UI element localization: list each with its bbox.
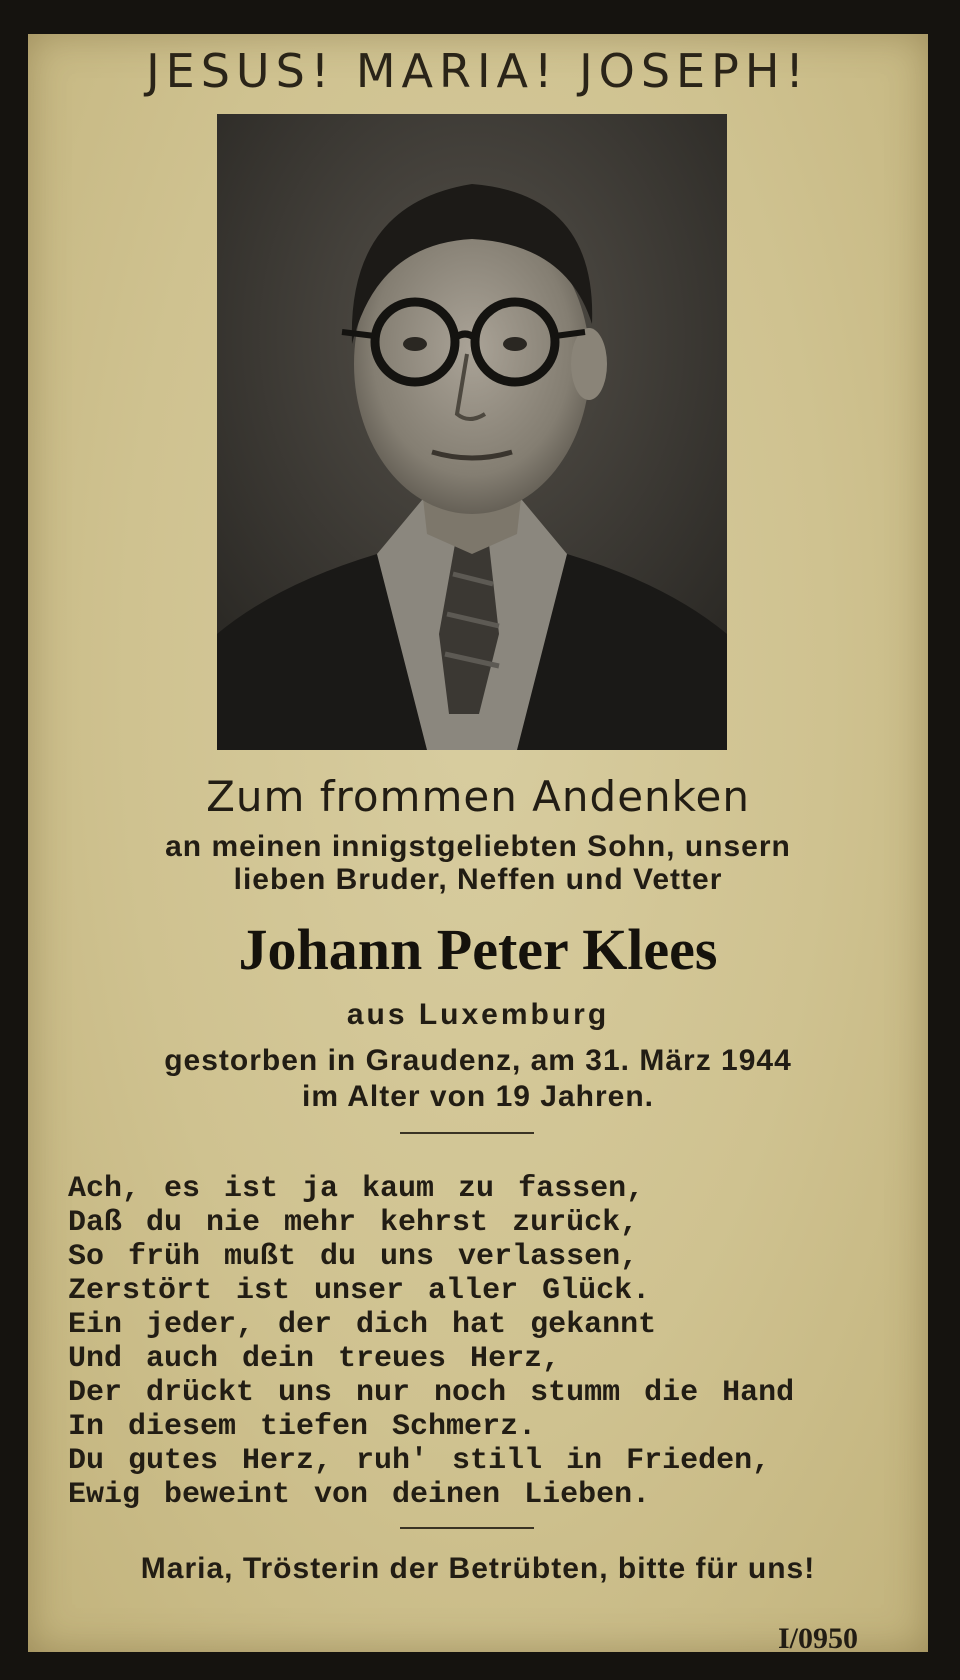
prayer-line: Maria, Trösterin der Betrübten, bitte für uns! [140, 1552, 816, 1585]
poem-line: Der drückt uns nur noch stumm die Hand [68, 1376, 795, 1410]
age-line: im Alter von 19 Jahren. [301, 1080, 654, 1113]
portrait-photo [217, 114, 727, 750]
poem-line: So früh mußt du uns verlassen, [68, 1240, 639, 1274]
death-line: gestorben in Graudenz, am 31. März 1944 [164, 1044, 792, 1077]
poem-line: Ein jeder, der dich hat gekannt [68, 1308, 657, 1342]
poem-line: In diesem tiefen Schmerz. [68, 1410, 537, 1444]
memorial-heading: Zum frommen Andenken [206, 772, 750, 821]
memorial-poem [68, 1172, 908, 1512]
poem-line: Ewig beweint von deinen Lieben. [68, 1478, 651, 1512]
divider-rule [400, 1132, 534, 1134]
poem-line: Du gutes Herz, ruh' still in Frieden, [68, 1444, 771, 1478]
divider-rule [400, 1527, 534, 1529]
poem-line: Zerstört ist unser aller Glück. [68, 1274, 651, 1308]
print-code: I/0950 [778, 1622, 859, 1655]
card-paper [28, 34, 928, 1655]
poem-line: Daß du nie mehr kehrst zurück, [68, 1206, 639, 1240]
origin-line: aus Luxemburg [346, 998, 610, 1031]
poem-line: Ach, es ist ja kaum zu fassen, [68, 1172, 645, 1206]
deceased-name: Johann Peter Klees [238, 917, 718, 982]
dedication-line-2: lieben Bruder, Neffen und Vetter [233, 863, 723, 896]
poem-line: Und auch dein treues Herz, [68, 1342, 561, 1376]
invocation-header: JESUS! MARIA! JOSEPH! [146, 44, 810, 98]
dedication-line-1: an meinen innigstgeliebten Sohn, unsern [165, 830, 791, 863]
